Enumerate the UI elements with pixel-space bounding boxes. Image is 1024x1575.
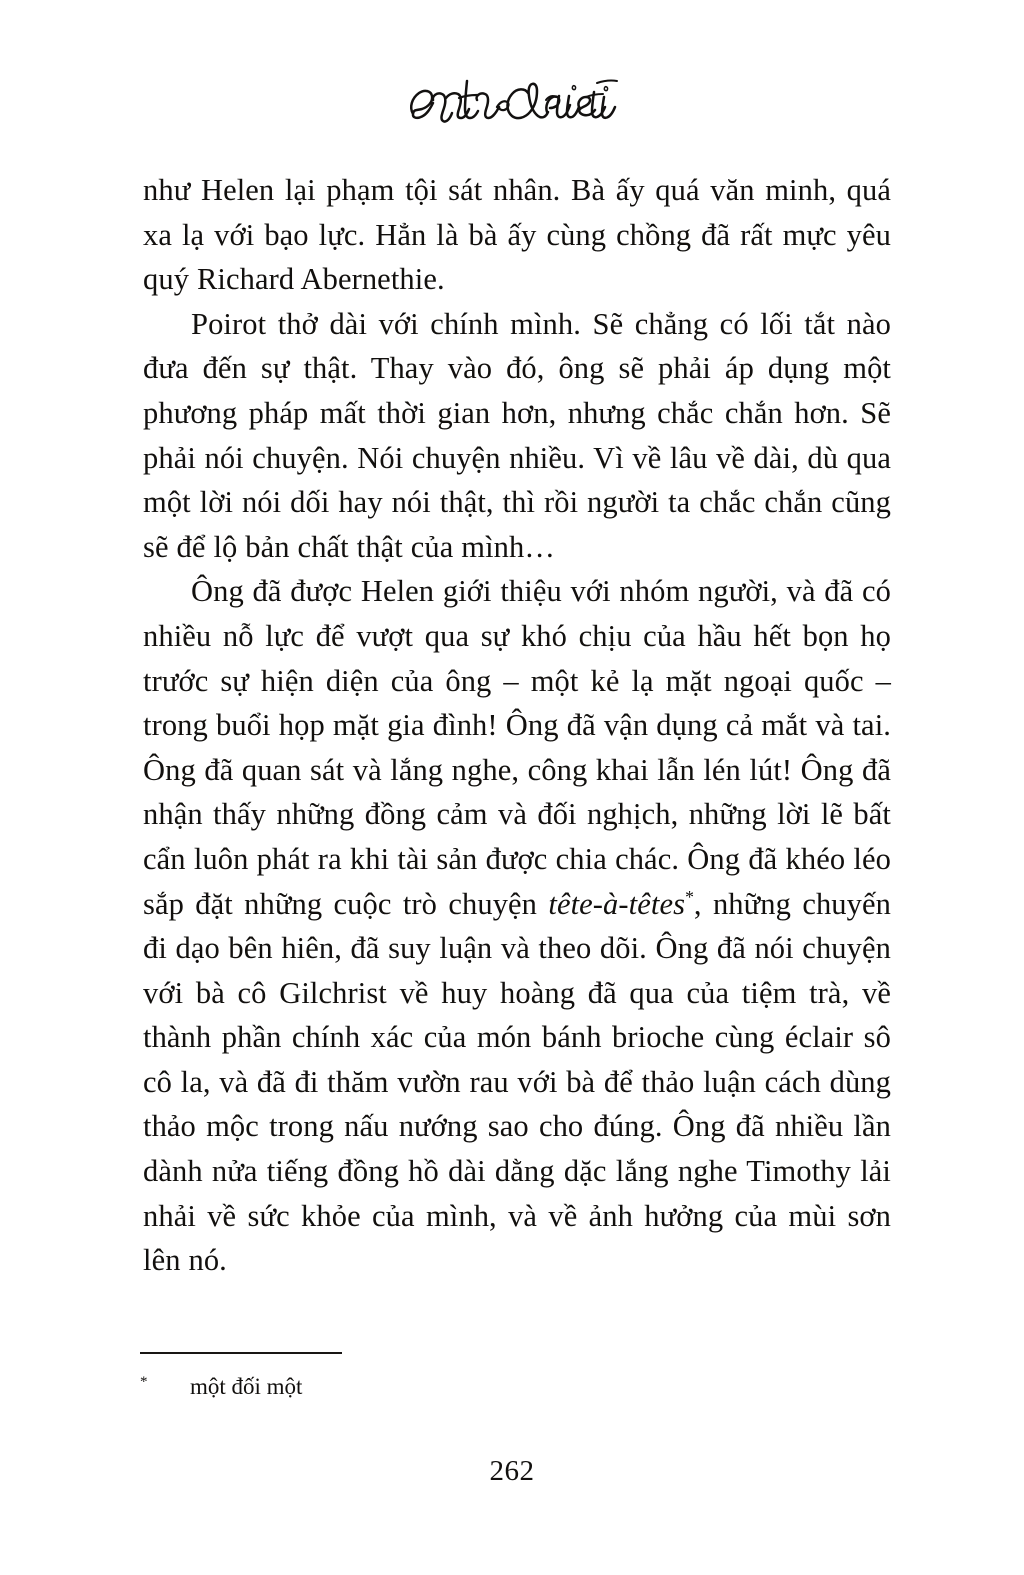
paragraph-2: Poirot thở dài với chính mình. Sẽ chẳng có lối tắt nào đưa đến sự thật. Thay vào đó, ông sẽ phải áp dụng một phương pháp mất thời gian hơn, nhưng chắc chắn hơn. Sẽ phải nói chuyện. Nói chuyện nhiều. Vì về lâu về dài, dù qua một lời nói dối hay nói thật, thì rồi người ta chắc chắn cũng sẽ để lộ bản chất thật của mình… [143, 306, 891, 564]
body-text-column [143, 168, 891, 1283]
footnote-area [140, 1352, 900, 1402]
agatha-christie-signature-icon [397, 69, 627, 135]
footnote-entry: * một đối một [140, 1372, 900, 1402]
footnote-separator-rule [140, 1352, 342, 1354]
paragraph-1: như Helen lại phạm tội sát nhân. Bà ấy quá văn minh, quá xa lạ với bạo lực. Hẳn là bà ấy cùng chồng đã rất mực yêu quý Richard Abernethie. [143, 173, 891, 297]
paragraph-3 [143, 569, 891, 1283]
running-head [0, 62, 1024, 142]
footnote-text: một đối một [190, 1374, 303, 1399]
footnote-reference-marker[interactable]: * [685, 886, 694, 907]
page-number: 262 [489, 1455, 535, 1487]
paragraph-3-part-two: , những chuyến đi dạo bên hiên, đã suy luận và theo dõi. Ông đã nói chuyện với bà cô Gilchrist về huy hoàng đã qua của tiệm trà, về thành phần chính xác của món bánh brioche cùng éclair sô cô la, và đã đi thăm vườn rau với bà để thảo luận cách dùng thảo mộc trong nấu nướng sao cho đúng. Ông đã nhiều lần dành nửa tiếng đồng hồ dài dằng dặc lắng nghe Timothy lải nhải về sức khỏe của mình, và về ảnh hưởng của mùi sơn lên nó. [143, 886, 891, 1278]
foreign-phrase-tete-a-tetes: tête-à-têtes [548, 886, 686, 921]
paragraph-3-part-one: Ông đã được Helen giới thiệu với nhóm người, và đã có nhiều nỗ lực để vượt qua sự khó chịu của hầu hết bọn họ trước sự hiện diện của ông – một kẻ lạ mặt ngoại quốc – trong buổi họp mặt gia đình! Ông đã vận dụng cả mắt và tai. Ông đã quan sát và lắng nghe, công khai lẫn lén lút! Ông đã nhận thấy những đồng cảm và đối nghịch, những lời lẽ bất cẩn luôn phát ra khi tài sản được chia chác. Ông đã khéo léo sắp đặt những cuộc trò chuyện [143, 574, 891, 921]
